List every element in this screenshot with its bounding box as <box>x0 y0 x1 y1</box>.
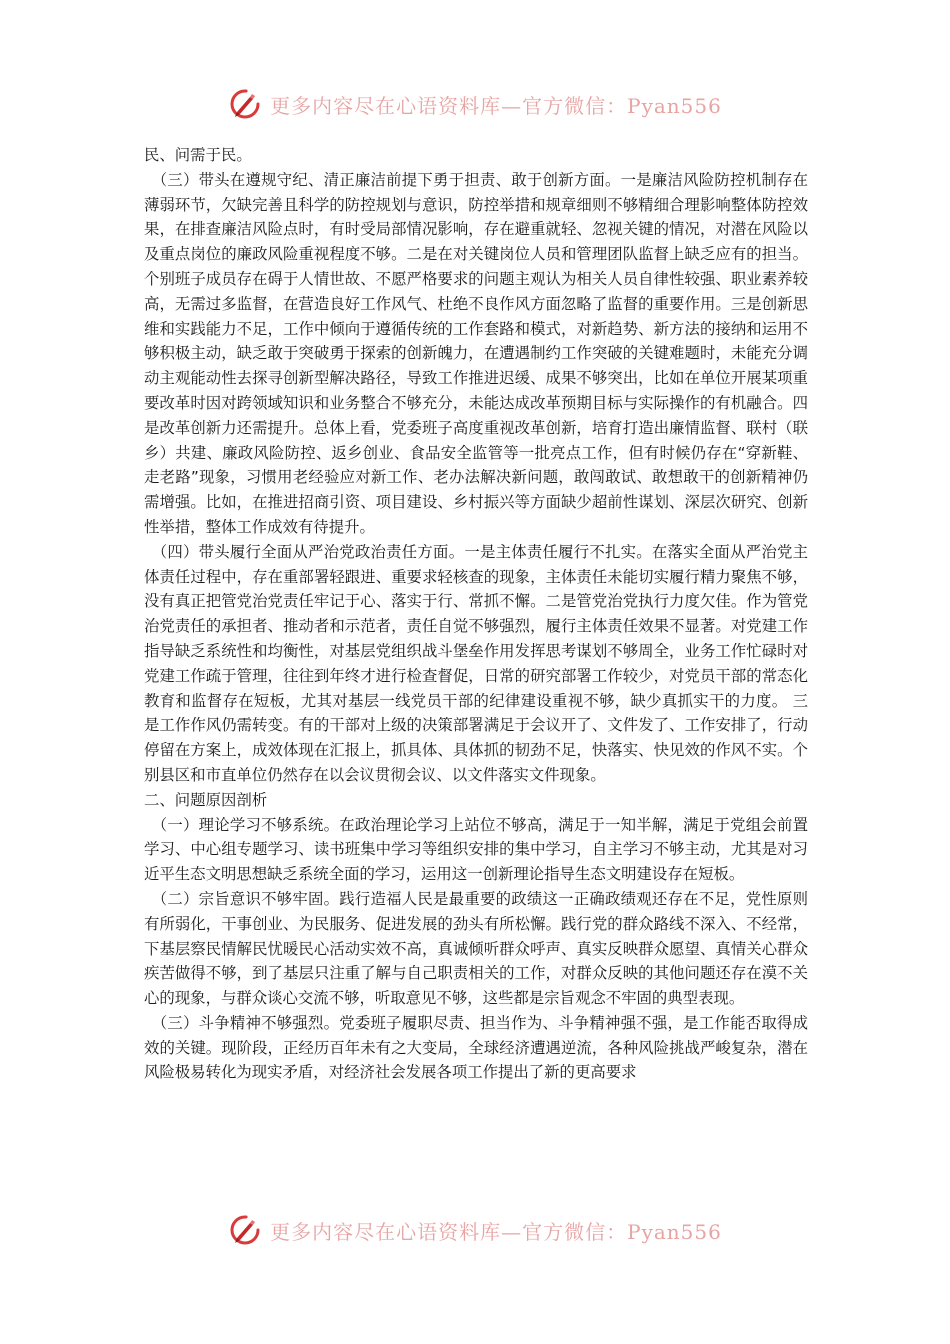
brush-pen-logo-icon <box>228 1213 262 1247</box>
watermark-text: 更多内容尽在心语资料库—官方微信：Pyan556 <box>270 1219 722 1244</box>
paragraph-section-3: （三）带头在遵规守纪、清正廉洁前提下勇于担责、敢于创新方面。一是廉洁风险防控机制存在薄弱环节，欠缺完善且科学的防控规划与意识，防控举措和规章细则不够精细合理影响整体防控效果，在排查廉洁风险点时，有时受局部情况影响，存在避重就轻、忽视关键的情况，对潜在风险以及重点岗位的廉政风险重视程度不够。二是在对关键岗位人员和管理团队监督上缺乏应有的担当。个别班子成员存在碍于人情世故、不愿严格要求的问题主观认为相关人员自律性较强、职业素养较高，无需过多监督，在营造良好工作风气、杜绝不良作风方面忽略了监督的重要作用。三是创新思维和实践能力不足，工作中倾向于遵循传统的工作套路和模式，对新趋势、新方法的接纳和运用不够积极主动，缺乏敢于突破勇于探索的创新魄力，在遭遇制约工作突破的关键难题时，未能充分调动主观能动性去探寻创新型解决路径，导致工作推进迟缓、成果不够突出，比如在单位开展某项重要改革时因对跨领域知识和业务整合不够充分，未能达成改革预期目标与实际操作的有机融合。四是改革创新力还需提升。总体上看，党委班子高度重视改革创新，培育打造出廉情监督、联村（联乡）共建、廉政风险防控、返乡创业、食品安全监管等一批亮点工作，但有时候仍存在“穿新鞋、走老路”现象，习惯用老经验应对新工作、老办法解决新问题，敢闯敢试、敢想敢干的创新精神仍需增强。比如，在推进招商引资、项目建设、乡村振兴等方面缺少超前性谋划、深层次研究、创新性举措，整体工作成效有待提升。 <box>144 170 808 536</box>
brush-pen-logo-icon <box>228 87 262 121</box>
section-heading-cause-analysis: 二、问题原因剖析 <box>144 790 268 809</box>
paragraph-section-4: （四）带头履行全面从严治党政治责任方面。一是主体责任履行不扎实。在落实全面从严治党主体责任过程中，存在重部署轻跟进、重要求轻核查的现象，主体责任未能切实履行精力聚焦不够，没有真正把管党治党责任牢记于心、落实于行、常抓不懈。二是管党治党执行力度欠佳。作为管党治党责任的承担者、推动者和示范者，责任自觉不够强烈，履行主体责任效果不显著。对党建工作指导缺乏系统性和均衡性，对基层党组织战斗堡垒作用发挥思考谋划不够周全，业务工作忙碌时对党建工作疏于管理，往往到年终才进行检查督促，日常的研究部署工作较少，对党员干部的常态化教育和监督存在短板，尤其对基层一线党员干部的纪律建设重视不够，缺少真抓实干的力度。 三是工作作风仍需转变。有的干部对上级的决策部署满足于会议开了、文件发了、工作安排了，行动停留在方案上，成效体现在汇报上，抓具体、具体抓的韧劲不足，快落实、快见效的作风不实。个别县区和市直单位仍然存在以会议贯彻会议、以文件落实文件现象。 <box>144 542 808 784</box>
watermark-text: 更多内容尽在心语资料库—官方微信：Pyan556 <box>270 93 722 118</box>
paragraph-continuation: 民、问需于民。 <box>144 146 252 164</box>
paragraph-cause-2: （二）宗旨意识不够牢固。践行造福人民是最重要的政绩这一正确政绩观还存在不足，党性原则有所弱化，干事创业、为民服务、促进发展的劲头有所松懈。践行党的群众路线不深入、不经常，下基层察民情解民忧暖民心活动实效不高，真诚倾听群众呼声、真实反映群众愿望、真情关心群众疾苦做得不够，到了基层只注重了解与自己职责相关的工作，对群众反映的其他问题还存在漠不关心的现象，与群众谈心交流不够，听取意见不够，这些都是宗旨观念不牢固的典型表现。 <box>144 889 808 1008</box>
paragraph-cause-3: （三）斗争精神不够强烈。党委班子履职尽责、担当作为、斗争精神强不强，是工作能否取得成效的关键。现阶段，正经历百年未有之大变局，全球经济遭遇逆流，各种风险挑战严峻复杂，潜在风险极易转化为现实矛盾，对经济社会发展各项工作提出了新的更高要求 <box>144 1013 808 1082</box>
footer-watermark <box>0 1210 950 1250</box>
document-body <box>144 143 808 1085</box>
paragraph-cause-1: （一）理论学习不够系统。在政治理论学习上站位不够高，满足于一知半解，满足于党组会前置学习、中心组专题学习、读书班集中学习等组织安排的集中学习，自主学习不够主动，尤其是对习近平生态文明思想缺乏系统全面的学习，运用这一创新理论指导生态文明建设存在短板。 <box>144 815 808 884</box>
header-watermark <box>0 84 950 124</box>
